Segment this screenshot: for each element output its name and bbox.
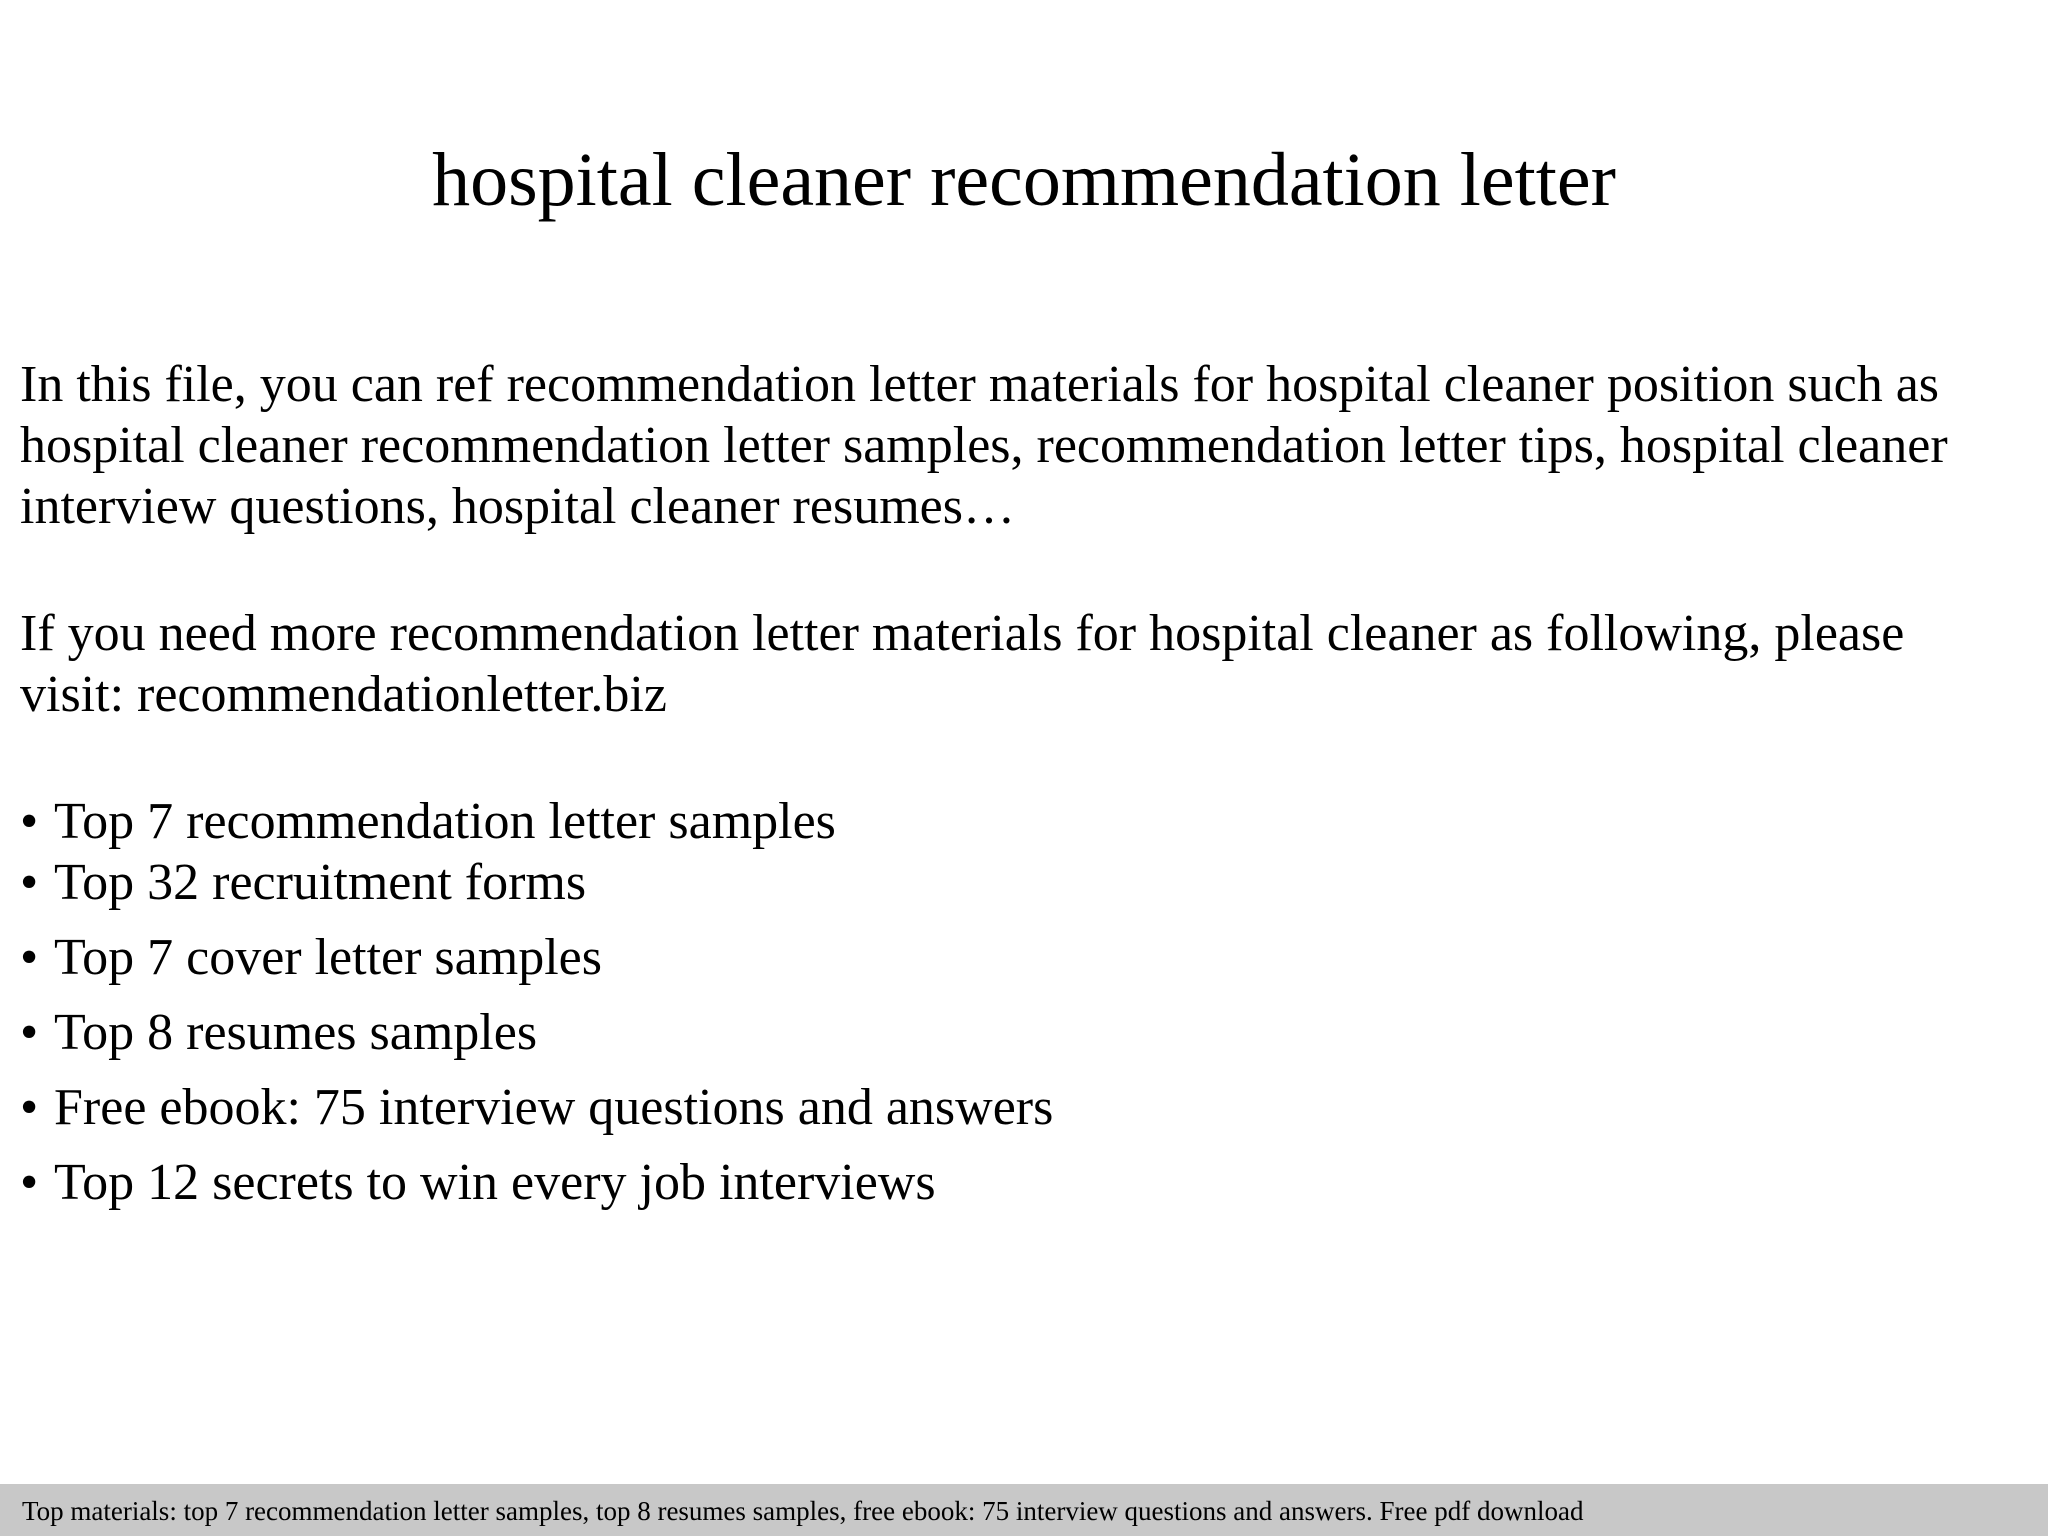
footer-bar	[0, 1484, 2048, 1536]
list-item-text: Top 8 resumes samples	[54, 1004, 538, 1061]
bullet-icon: •	[20, 1154, 39, 1211]
list-item	[20, 1002, 2010, 1063]
list-item	[20, 791, 2010, 852]
list-item	[20, 1152, 2010, 1213]
bullet-icon: •	[20, 854, 39, 911]
intro-paragraph: In this file, you can ref recommendation letter materials for hospital cleaner position such as hospital cleaner recommendation letter samples, recommendation letter tips, hospital cleaner interview questions, hospital cleaner resumes…	[20, 356, 1948, 535]
list-item-text: Top 7 cover letter samples	[54, 929, 602, 986]
bullet-icon: •	[20, 929, 39, 986]
bullet-icon: •	[20, 793, 39, 850]
list-item-text: Top 12 secrets to win every job interviews	[54, 1154, 936, 1211]
materials-list	[20, 791, 2010, 1213]
list-item-text: Top 7 recommendation letter samples	[54, 793, 836, 850]
list-item	[20, 927, 2010, 988]
list-item-text: Free ebook: 75 interview questions and answers	[54, 1079, 1054, 1136]
slide-content	[20, 354, 2010, 1213]
list-item	[20, 1077, 2010, 1138]
bullet-icon: •	[20, 1004, 39, 1061]
slide-title: hospital cleaner recommendation letter	[432, 138, 1616, 222]
bullet-icon: •	[20, 1079, 39, 1136]
visit-paragraph: If you need more recommendation letter materials for hospital cleaner as following, please visit: recommendationletter.biz	[20, 605, 1905, 723]
list-item-text: Top 32 recruitment forms	[54, 854, 587, 911]
footer-text: Top materials: top 7 recommendation letter samples, top 8 resumes samples, free ebook: 75 interview questions and answers. Free pdf download	[22, 1496, 1584, 1526]
list-item	[20, 852, 2010, 913]
